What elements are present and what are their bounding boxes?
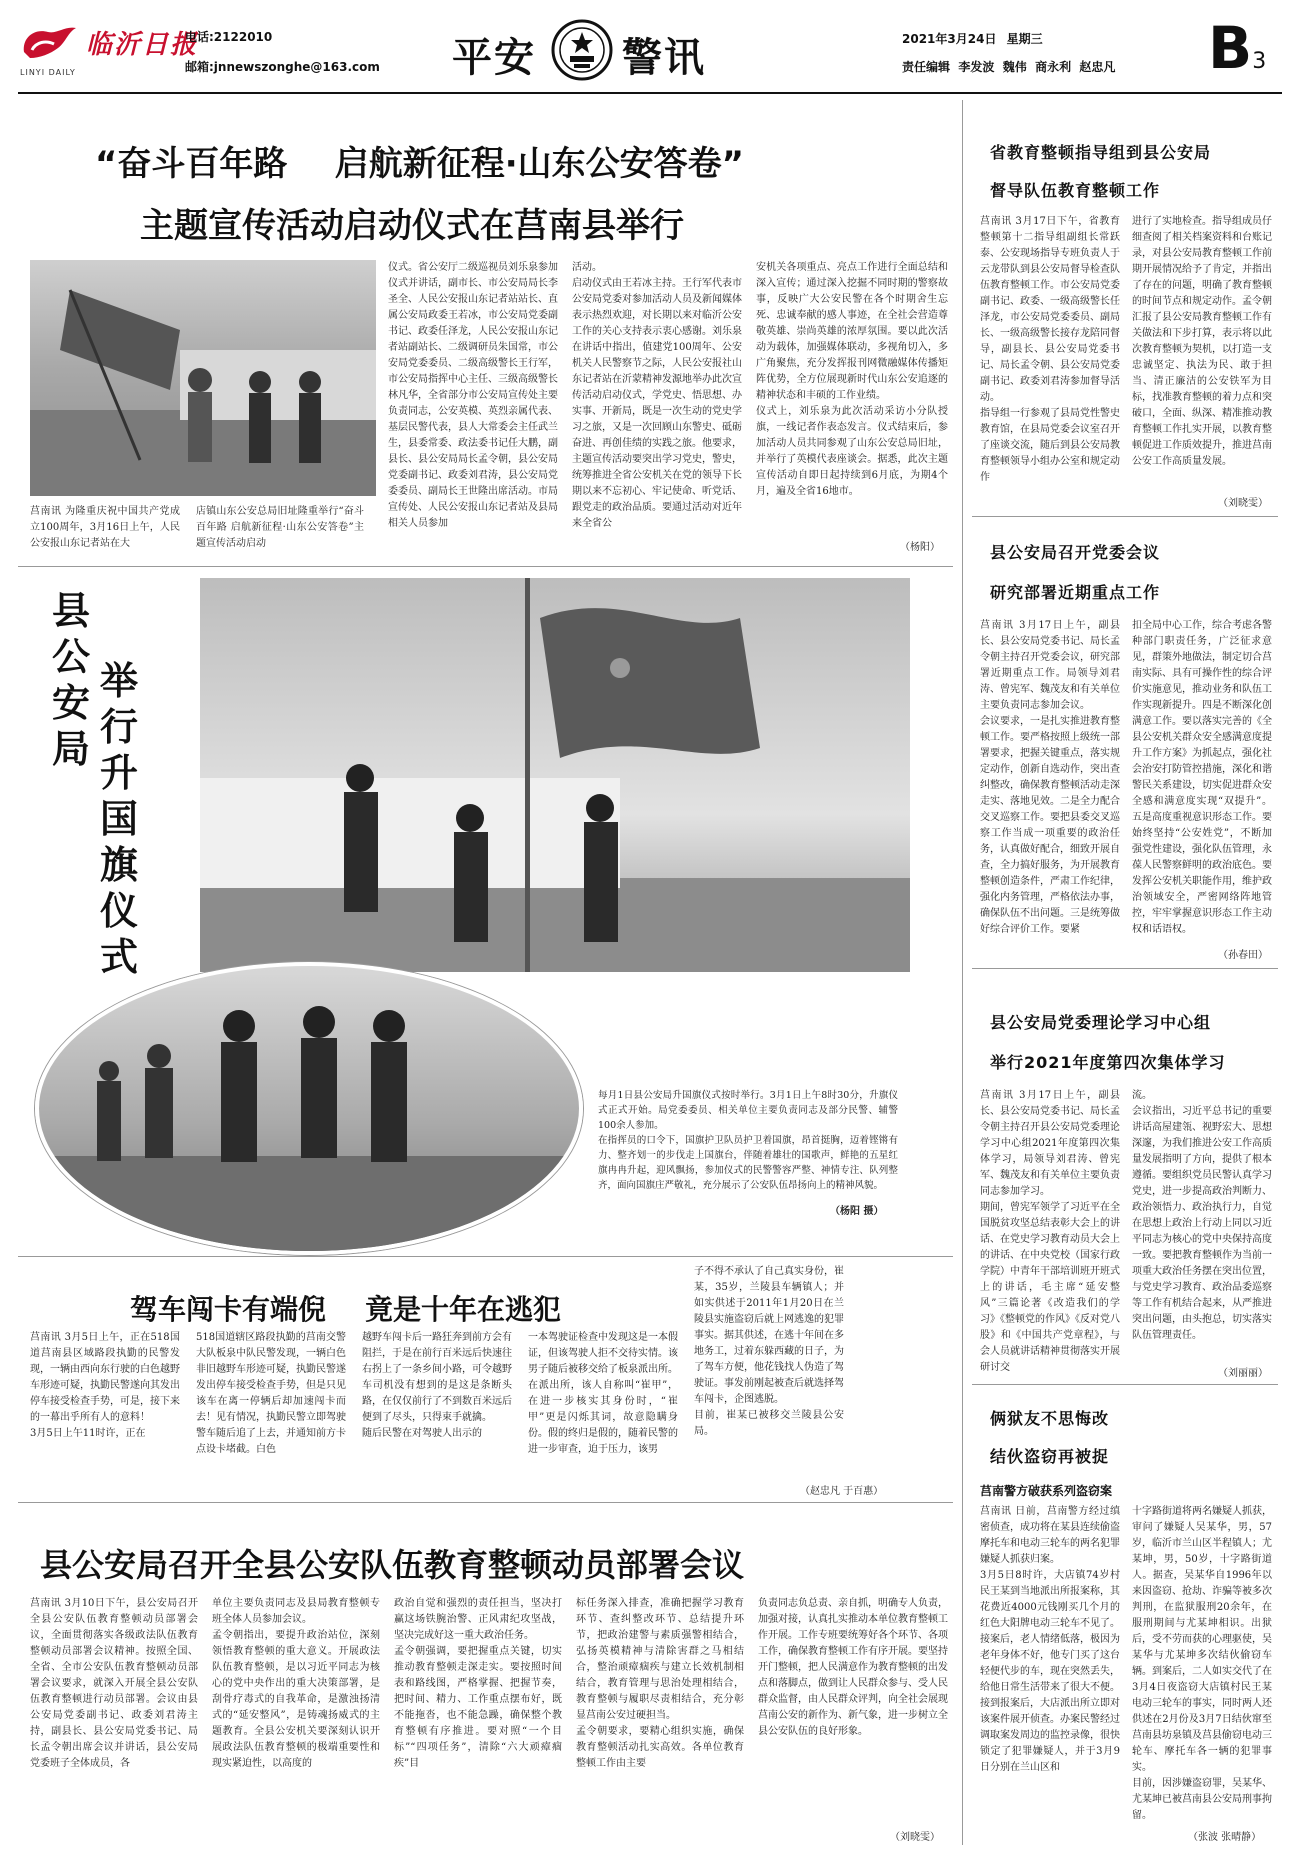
marching-photo [35,962,583,1255]
weekday-text: 星期三 [1006,32,1043,46]
page-number [1208,14,1266,82]
party-headline-1: 县公安局召开党委会议 [990,543,1161,562]
mobilize-col-1: 莒南讯 3月10日下午，县公安局召开全县公安队伍教育整顿动员部署会议，全面贯彻落实各级政法队伍教育整顿动员部署会议精神。按照全国、全省、全市公安队伍教育整顿动员部署会议要求，就深入开展全县公安队伍教育整顿进行动员部署。会议由县公安局党委副书记、政委刘君涛主持，副县长、县公安局党委书记、局长孟令朝出席会议并讲话，县公安局党委班子全体成员，各 [30,1598,198,1769]
inspect-bottom-rule [972,516,1278,517]
inspect-headline-1: 省教育整顿指导组到县公安局 [990,143,1212,162]
theory-col-2: 流。 会议指出，习近平总书记的重要讲话高屋建瓴、视野宏大、思想深邃，为我们推进公安工作高质量发展指明了方向，提供了根本遵循。要组织党员民警认真学习党史，进一步提高政治判断力、政治领悟力、政治执行力，自觉在思想上政治上行动上同以习近平同志为核心的党中央保持高度一致。要把教育整顿作为当前一项重大政治任务摆在突出位置，与党史学习教育、政治品委巡察等工作有机结合起来，从严推进突出问题，由头抱总，切实落实队伍管理责任。 [1132,1090,1272,1341]
fugitive-col-3: 越野车闯卡后一路狂奔到前方会有阻拦，于是在前行百米远后快速往右拐上了一条乡间小路，可令越野车司机没有想到的是这是条断头路，在仅仅前行了不到数百米远后便到了尽头，只得束手就擒。 随后民警在对驾驶人出示的 [362,1332,512,1439]
page-letter: B [1208,14,1253,82]
party-author: （孙春田） [1218,950,1268,961]
mobilize-col-2: 单位主要负责同志及县局教育整顿专班全体人员参加会议。 孟令朝指出，要提升政治站位，深刻领悟教育整顿的重大意义。开展政法队伍教育整顿，是以习近平同志为核心的党中央作出的重大决策部署，是刮骨疗毒式的自我革命，是激浊扬清式的“延安整风”，是铸魂扬威式的主题教育。全县公安机关要深刻认识开展政法队伍教育整顿的极端重要性和现实紧迫性，以高度的 [212,1598,380,1769]
flag-credit: （杨阳 摄） [830,1206,884,1217]
party-col-2: 扣全局中心工作，综合考虑各警种部门职责任务，广泛征求意见，群策外地做法，制定切合莒南实际、具有可操作性的综合评价实施意见，推动业务和队伍工作实现新提升。四是不断深化创满意工作。要以落实完善的《全县公安机关群众安全感满意度提升工作方案》为抓起点，强化社会治安打防管控措施，深化和谐警民关系建设，切实促进群众安全感和满意度实现“双提升”。五是高度重视意识形态工作。要始终坚持“公安姓党”，不断加强党性建设，强化队伍管理，永葆人民警察鲜明的政治底色。要发挥公安机关职能作用，维护政治领域安全，严密网络阵地管控，牢牢掌握意识形态工作主动权和话语权。 [1132,620,1272,935]
fugitive-col-1: 莒南讯 3月5日上午，正在518国道莒南县区域路段执勤的民警发现，一辆由西向东行驶的白色越野车形迹可疑，执勤民警遂向其发出停车接受检查手势，可是，接下来的一幕出乎所有人的意料！ 3月5日上午11时许，正在 [30,1332,180,1439]
fugitive-bottom-rule [18,1502,953,1503]
fugitive-col-5: 子不得不承认了自己真实身份，崔某，35岁，兰陵县车辆镇人；并如实供述于2011年1月20日在兰陵县实施盗窃后就上网逃逸的犯罪事实。据其供述，在逃十年间在多地务工，过着东躲西藏的日子，为了驾车方便，他花钱找人伪造了驾驶证。事发前刚起被查后就选择驾车闯卡，企图逃脱。 目前，崔某已被移交兰陵县公安局。 [694,1266,844,1437]
fugitive-author: （赵忠凡 于百惠） [800,1486,884,1497]
flag-title-part-1: 县公安局 [52,589,91,771]
flag-photo [200,578,910,972]
police-badge-icon [550,18,614,82]
lead-col-3: 仪式。省公安厅二级巡视员刘乐泉参加仪式并讲话，副市长、市公安局局长李圣全、人民公安报山东记者站站长、直属公安局政委王若冰，市公安局党委副书记、政委任泽龙，人民公安报山东记者站副站长、二级调研员朱国常，市公安局党委委员、二级高级警长王行军，市公安局指挥中心主任、三级高级警长林凡华，全省部分市公安局宣传处主要负责同志，公安英模、英烈亲属代表、基层民警代表，县人大常委会主任武兰生，县委常委、政法委书记任大鹏，副县长、县公安局局长孟令朝，县公安局党委副书记、政委刘君涛，县公安局党委委员、副局长王世隆出席活动。市局宣传处、人民公安报山东记者站及县局相关人员参加 [388,262,558,529]
mobilize-col-5: 负责同志负总责、亲自抓，明确专人负责，加强对接，认真扎实推动本单位教育整顿工作开展。工作专班要统筹好各个环节、各项工作，确保教育整顿工作有序开展。要坚持开门整顿，把人民满意作为教育整顿的出发点和落脚点，做到让人民群众参与、受人民群众监督，由人民群众评判，向全社会展现莒南公安的新作为、新气象，进一步树立全县公安队伍的良好形象。 [758,1598,948,1737]
party-col-1: 莒南讯 3月17日上午，副县长、县公安局党委书记、局长孟令朝主持召开党委会议，研究部署近期重点工作。局领导刘君涛、曾宪军、魏茂友和有关单位主要负责同志参加会议。 会议要求，一是扎实推进教育整顿工作。要严格按照上级统一部署要求，把握关键重点，落实规定动作，创新自选动作，突出查纠整改，确保教育整顿活动走深走实、落地见效。二是全力配合交叉巡察工作。要把县委交叉巡察工作当成一项重要的政治任务，认真做好配合，细致开展自查，全力搞好服务，为开展教育整顿创造条件，严肃工作纪律，强化内务管理，严格依法办事，确保队伍不出问题。三是统筹做好综合评价工作。要紧 [980,620,1120,935]
theft-col-1: 莒南讯 日前，莒南警方经过缜密侦查，成功将在某县连续偷盗摩托车和电动三轮车的两名犯罪嫌疑人抓获归案。 3月5日8时许，大店镇74岁村民王某到当地派出所报案称，其花费近4000元钱刚买几个月的红色大阳牌电动三轮车不见了。接案后，老人情绪低落，极因为老年身体不好，他专门买了这台轻便代步的车，现在突然丢失，给他日常生活带来了很大不便。接到报案后，大店派出所立即对该案件展开侦查。办案民警经过调取案发周边的监控录像，很快锁定了犯罪嫌疑人，并于3月9日分别在兰山区和 [980,1506,1120,1773]
inspect-headline-2: 督导队伍教育整顿工作 [990,181,1161,200]
mobilize-headline: 县公安局召开全县公安队伍教育整顿动员部署会议 [40,1546,745,1584]
lead-col-4: 活动。 启动仪式由王若冰主持。王行军代表市公安局党委对参加活动人员及新闻媒体表示热烈欢迎，对长期以来对临沂公安工作的关心支持表示衷心感谢。刘乐泉在讲话中指出，值建党100周年、公安机关人民警察节之际，人民公安报社山东记者站在沂蒙精神发源地举办此次宣传活动启动仪式，学党史、悟思想、办实事、开新局，既是一次生动的党史学习之旅，又是一次回顾山东警史、砥砺奋进、再创佳绩的实践之旅。他要求，主题宣传活动要突出学习党史，警史，统筹推进全省公安机关在党的领导下长期以来不忘初心、牢记使命、听党话、跟党走的政治品质。要通过活动对近年来全省公 [572,262,742,529]
theory-bottom-rule [972,1384,1278,1385]
fugitive-col-2: 518国道辖区路段执勤的莒南交警大队板泉中队民警发现，一辆白色非旧越野车形迹可疑，执勤民警遂发出停车接受检查手势，但是只见该车在离一停辆后却加速闯卡而去！见有情况，执勤民警立即驾驶警车随后追了上去，并通知前方卡点设卡堵截。白色 [196,1332,346,1455]
lead-author: （杨阳） [900,542,940,553]
newspaper-logo-subtext: LINYI DAILY [20,68,76,77]
party-headline-2: 研究部署近期重点工作 [990,583,1161,602]
section-title-right: 警讯 [622,35,706,81]
main-side-divider [962,100,963,1845]
theft-headline-2: 结伙盗窃再被捉 [990,1447,1110,1466]
theft-headline-1: 俩狱友不思悔改 [990,1409,1110,1428]
theory-headline-1: 县公安局党委理论学习中心组 [990,1013,1212,1032]
fugitive-headline: 驾车闯卡有端倪 竟是十年在逃犯 [130,1293,561,1326]
lead-headline-1: “奋斗百年路 启航新征程·山东公安答卷” [95,144,744,184]
newspaper-logo-emblem [18,22,82,66]
masthead-rule [18,92,1282,94]
mobilize-col-3: 政治自觉和强烈的责任担当，坚决打赢这场铁腕治警、正风肃纪攻坚战，坚决完成好这一重大政治任务。 孟令朝强调，要把握重点关键，切实推动教育整顿走深走实。要按照时间表和路线图，严格掌握、把握节奏，把时间、精力、工作重点摆布好，既不能拖沓，也不能急躁，确保整个教育整顿有序推进。要对照“一个目标”“四项任务”，清除“六大顽瘴痼疾”目 [394,1598,562,1769]
lead-col-5: 安机关各项重点、亮点工作进行全面总结和深入宣传；通过深入挖掘不同时期的警察故事，反映广大公安民警在各个时期舍生忘死、忠诚奉献的感人事迹，在全社会营造尊敬英雄、崇尚英雄的浓厚氛围。要以此次活动为载体，加强媒体联动，多视角切入，多广角聚焦，充分发挥报刊网微融媒体传播矩阵优势，全方位展现新时代山东公安追逐的精神状态和丰硕的工作业绩。 仪式上，刘乐泉为此次活动采访小分队授旗，一线记者作表态发言。仪式结束后，参加活动人员共同参观了山东公安总局旧址，并举行了英模代表座谈会。据悉，此次主题宣传活动自即日起持续到6月底，为期4个月，遍及全省16地市。 [756,262,948,497]
theft-author: （张波 张晴静） [1188,1832,1262,1843]
theft-col-2: 十字路街道将两名嫌疑人抓获，审问了嫌疑人吴某华，男，57岁，临沂市兰山区半程镇人；尤某坤，男，50岁，十字路街道人。据查，吴某华自1996年以来因盗窃、抢劫、诈骗等被多次判刑，在监狱服刑20余年，在服刑期间与尤某坤相识。出狱后，受不劳而获的心理驱使，吴某华与尤某坤多次结伙偷窃车辆。到案后，二人如实交代了在3月4日夜盗窃大店镇村民王某电动三轮车的事实，同时两人还供述在2月份及3月7日结伙窜至莒南县坊泉镇及莒县偷窃电动三轮车、摩托车各一辆的犯罪事实。 目前，因涉嫌盗窃罪，吴某华、尤某坤已被莒南县公安局刑事拘留。 [1132,1506,1272,1821]
marching-guards-photo-icon [39,966,579,1251]
flag-bottom-rule [18,1256,953,1257]
mobilize-col-4: 标任务深入排查，准确把握学习教育环节、查纠整改环节、总结提升环节，把政治建警与素质强警相结合，弘扬英模精神与清除害群之马相结合，整治顽瘴痼疾与建立长效机制相结合，教育管理与思治处理相结合，教育整顿与履职尽责相结合，充分彰显莒南公安过硬担当。 孟令朝要求，要精心组织实施，确保教育整顿活动扎实高效。各单位教育整顿工作由主要 [576,1598,744,1769]
flag-title-part-2: 举行升国旗仪式 [100,659,139,979]
fugitive-col-4: 一本驾驶证检查中发现这是一本假证，但该驾驶人拒不交待实情。该男子随后被移交给了板泉派出所。在派出所，该人自称叫“崔甲”，在进一步核实其身份时，“崔甲”更是闪烁其词，故意隐瞒身份。假的终归是假的，随着民警的进一步审查，迫于压力，该男 [528,1332,678,1455]
editors-line: 责任编辑 李发波 魏伟 商永利 赵忠凡 [902,60,1116,74]
lead-col-2: 店镇山东公安总局旧址隆重举行“奋斗百年路 启航新征程·山东公安答卷”主题宣传活动启动 [196,506,364,549]
phone-number: 电话:2122010 [185,30,273,44]
lead-photo [30,260,376,496]
section-title-left: 平安 [452,35,536,81]
lead-col-1: 莒南讯 为隆重庆祝中国共产党成立100周年，3月16日上午，人民公安报山东记者站在大 [30,506,180,549]
flag-raising-photo-icon [200,578,910,972]
theft-subhead: 莒南警方破获系列盗窃案 [980,1484,1113,1498]
lead-bottom-rule [18,566,953,567]
flag-ceremony-photo-icon [30,260,376,496]
theory-author: （刘丽丽） [1218,1368,1268,1379]
inspect-author: （刘晓雯） [1218,498,1268,509]
flag-title-col-1 [52,588,98,772]
page-digit: 3 [1252,49,1267,74]
flag-title-col-2 [100,658,146,980]
date-text: 2021年3月24日 [902,32,997,46]
flag-caption: 每月1日县公安局升国旗仪式按时举行。3月1日上午8时30分，升旗仪式正式开始。局党委委员、相关单位主要负责同志及部分民警、辅警100余人参加。 在指挥员的口令下，国旗护卫队员护卫着国旗，昂首挺胸，迈着铿锵有力、整齐划一的步伐走上国旗台，伴随着雄壮的国歌声，鲜艳的五星红旗冉冉升起，迎风飘扬，参加仪式的民警警容严整、神情专注、队列整齐，面向国旗庄严敬礼，充分展示了公安队伍昂扬向上的精神风貌。 [598,1090,898,1191]
issue-date [902,30,1043,47]
email-address: 邮箱:jnnewszonghe@163.com [185,60,380,74]
theory-headline-2: 举行2021年度第四次集体学习 [990,1053,1226,1072]
mobilize-author: （刘晓雯） [890,1832,940,1843]
lead-headline-2: 主题宣传活动启动仪式在莒南县举行 [140,206,684,246]
newspaper-logo-text: 临沂日报 [86,30,199,60]
party-bottom-rule [972,968,1278,969]
inspect-col-1: 莒南讯 3月17日下午，省教育整顿第十二指导组副组长常跃泰、公安现场指导专班负责人于云龙带队到县公安局督导检查队伍教育整顿工作。市公安局党委副书记、政委、一级高级警长任泽龙，市公安局党委委员、副局长、一级高级警长接存龙陪同督导，副县长、县公安局党委书记、局长孟令朝、县公安局党委副书记、政委刘君涛参加督导活动。 指导组一行参观了县局党性警史教育馆，在县局党委会议室召开了座谈交流，随后到县公安局教育整顿领导小组办公室和规定动作 [980,216,1120,483]
theory-col-1: 莒南讯 3月17日上午，副县长、县公安局党委书记、局长孟令朝主持召开县公安局党委理论学习中心组2021年度第四次集体学习，局领导刘君涛、曾宪军、魏茂友和有关单位主要负责同志参加学习。 期间，曾宪军领学了习近平在全国脱贫攻坚总结表彰大会上的讲话、在党史学习教育动员大会上的讲话、在中央党校（国家行政学院）中青年干部培训班开班式上的讲话，毛主席“延安整风”三篇论著《改造我们的学习》《整顿党的作风》《反对党八股》和《中国共产党章程》，与会人员就讲话精神贯彻落实开展研讨交 [980,1090,1120,1373]
inspect-col-2: 进行了实地检查。指导组成员仔细查阅了相关档案资料和台账记录，对县公安局教育整顿工作前期开展情况给予了肯定，并指出了存在的问题，明确了教育整顿的时间节点和规定动作。孟令朝汇报了县公安局教育整顿工作有关做法和下步打算，表示将以此次教育整顿为契机，以打造一支忠诚坚定、执法为民、敢于担当、清正廉洁的公安铁军为目标，找准教育整顿的着力点和突破口，全面、纵深、精准推动教育整顿工作扎实开展，以教育整顿促进工作质效提升，推进莒南公安工作高质量发展。 [1132,216,1272,467]
